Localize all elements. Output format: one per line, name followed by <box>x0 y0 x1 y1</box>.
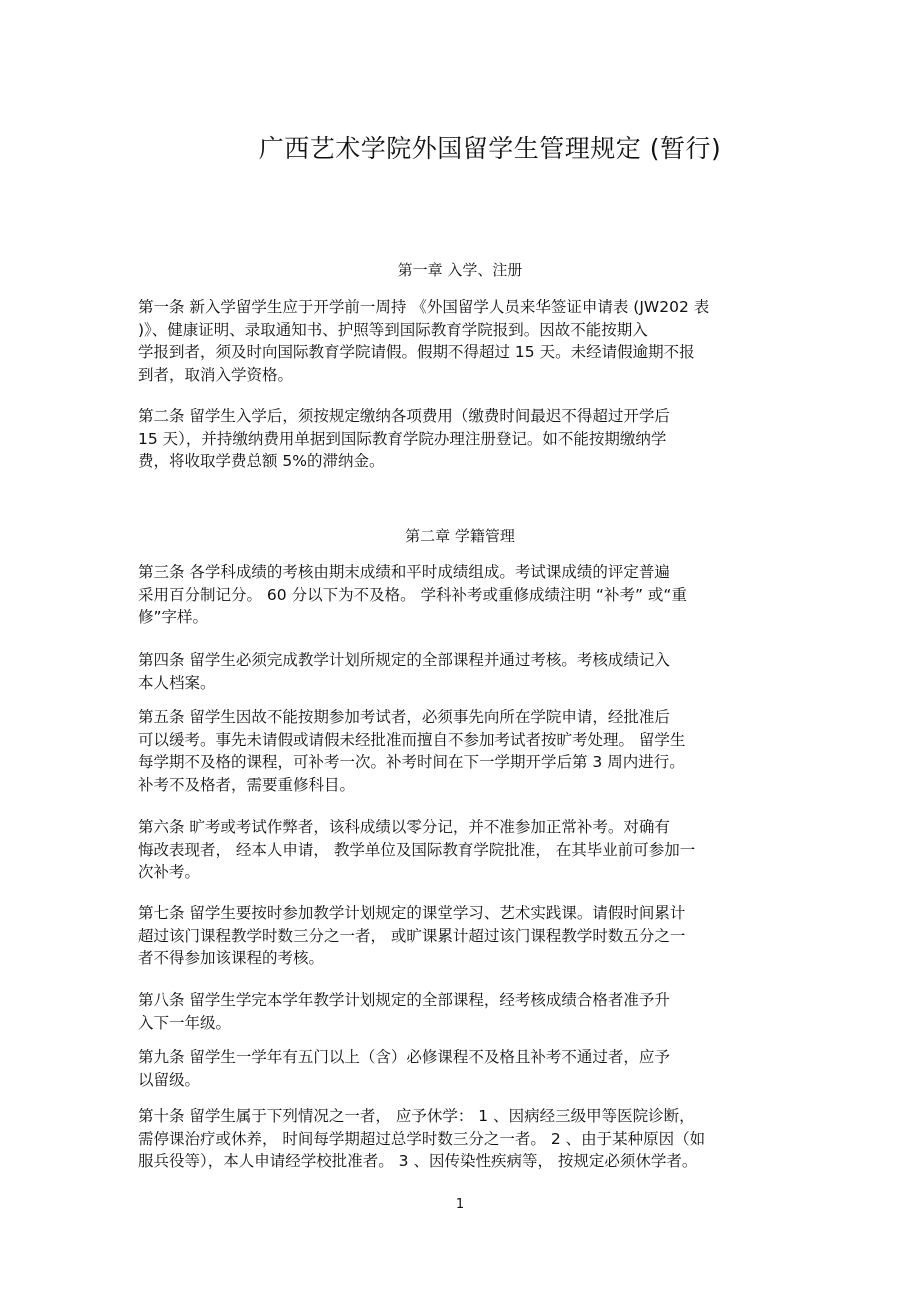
article-1 <box>138 296 788 386</box>
article-line: 15 天），并持缴纳费用单据到国际教育学院办理注册登记。如不能按期缴纳学 <box>138 429 667 448</box>
article-line: 本人档案。 <box>138 673 216 692</box>
article-line: 需停课治疗或休养， 时间每学期超过总学时数三分之一者。 2 、由于某种原因（如 <box>138 1129 706 1148</box>
article-line: 第七条 留学生要按时参加教学计划规定的课堂学习、艺术实践课。请假时间累计 <box>138 904 686 922</box>
article-line: 第十条 留学生属于下列情况之一者， 应予休学： 1 、因病经三级甲等医院诊断， <box>138 1107 695 1125</box>
article-line: 每学期不及格的课程，可补考一次。补考时间在下一学期开学后第 3 周内进行。 <box>138 753 685 771</box>
article-line: 费，将收取学费总额 5%的滞纳金。 <box>138 452 385 470</box>
article-line: 修”字样。 <box>138 608 209 626</box>
article-line: 第四条 留学生必须完成教学计划所规定的全部课程并通过考核。考核成绩记入 <box>138 651 670 669</box>
article-line: 服兵役等），本人申请经学校批准者。 3 、因传染性疾病等， 按规定必须休学者。 <box>138 1152 698 1170</box>
article-3 <box>138 561 788 629</box>
article-10 <box>138 1105 788 1173</box>
article-line: 采用百分制记分。 60 分以下为不及格。 学科补考或重修成绩注明 “补考” 或“重 <box>138 585 687 604</box>
article-line: 补考不及格者，需要重修科目。 <box>138 775 356 794</box>
article-line: 到者，取消入学资格。 <box>138 365 294 384</box>
article-4 <box>138 649 788 694</box>
article-line: 第九条 留学生一学年有五门以上（含）必修课程不及格且补考不通过者，应予 <box>138 1048 670 1066</box>
article-line: 入下一年级。 <box>138 1013 232 1032</box>
article-line: 悔改表现者， 经本人申请， 教学单位及国际教育学院批准， 在其毕业前可参加一 <box>138 840 696 859</box>
article-line: 第五条 留学生因故不能按期参加考试者，必须事先向所在学院申请，经批准后 <box>138 708 670 726</box>
article-line: 者不得参加该课程的考核。 <box>138 949 325 967</box>
chapter-heading: 第二章 学籍管理 <box>405 527 515 545</box>
page-number: 1 <box>455 1197 465 1212</box>
chapter-heading: 第一章 入学、注册 <box>397 261 523 279</box>
article-2 <box>138 405 788 473</box>
article-7 <box>138 902 788 970</box>
article-6 <box>138 816 788 884</box>
article-9 <box>138 1046 788 1091</box>
article-line: 第一条 新入学留学生应于开学前一周持 《外国留学人员来华签证申请表 (JW202 表 <box>138 298 710 316</box>
article-line: 次补考。 <box>138 863 201 881</box>
article-8 <box>138 989 788 1034</box>
article-line: 学报到者，须及时向国际教育学院请假。假期不得超过 15 天。未经请假逾期不报 <box>138 343 695 361</box>
article-line: 以留级。 <box>138 1070 201 1089</box>
article-line: )》、健康证明、录取通知书、护照等到国际教育学院报到。因故不能按期入 <box>138 320 648 339</box>
article-line: 第二条 留学生入学后，须按规定缴纳各项费用（缴费时间最迟不得超过开学后 <box>138 407 670 425</box>
article-line: 第六条 旷考或考试作弊者，该科成绩以零分记，并不准参加正常补考。对确有 <box>138 818 670 836</box>
article-line: 超过该门课程教学时数三分之一者， 或旷课累计超过该门课程教学时数五分之一 <box>138 926 686 945</box>
article-5 <box>138 706 788 796</box>
article-line: 第三条 各学科成绩的考核由期末成绩和平时成绩组成。考试课成绩的评定普遍 <box>138 563 670 581</box>
article-line: 第八条 留学生学完本学年教学计划规定的全部课程，经考核成绩合格者准予升 <box>138 991 670 1009</box>
document-title: 广西艺术学院外国留学生管理规定 (暂行) <box>258 134 722 163</box>
article-line: 可以缓考。事先未请假或请假未经批准而擅自不参加考试者按旷考处理。 留学生 <box>138 730 686 749</box>
